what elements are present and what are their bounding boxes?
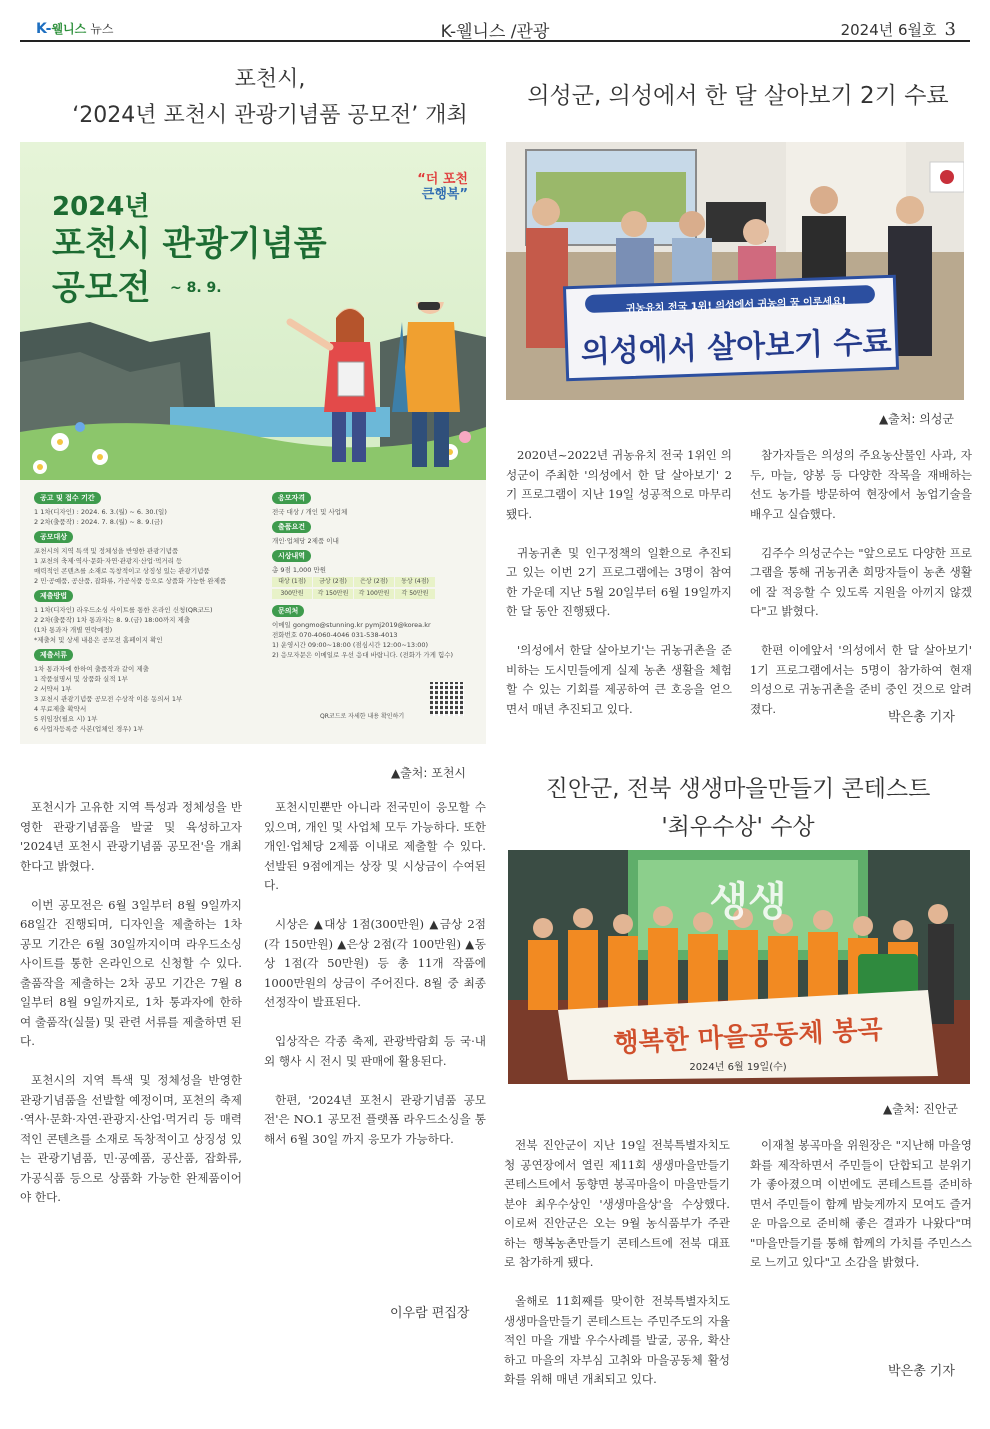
uiseong-banner-top: 귀농유치 전국 1위! 의성에서 귀농의 꿈 이루세요! (625, 296, 847, 315)
poster-date: ~ 8. 9. (170, 280, 222, 296)
poster-line: 1 포천의 축제·역사·문화·자연·관광지·산업·먹거리 등 (34, 557, 183, 565)
poster-title: 포천시 관광기념품 공모전 (52, 224, 327, 308)
uiseong-photo (506, 142, 964, 400)
jinan-byline: 박은총 기자 (888, 1364, 955, 1379)
pocheon-slogan-logo: “더 포천 큰행복” (417, 172, 468, 202)
poster-line: 전화번호 070-4060-4046 031-538-4013 (272, 631, 398, 639)
uiseong-banner-main: 의성에서 살아보기 수료 (580, 324, 892, 371)
poster-section-tag: 공고 및 접수 기간 (34, 492, 101, 504)
paragraph: '의성에서 한달 살아보기'는 귀농귀촌을 준비하는 도시민들에게 실제 농촌 생활을 체험할 수 있는 기회를 제공하여 큰 호응을 얻으면서 매년 추진되고 있다. (506, 643, 732, 716)
poster-section-tag: 제출방법 (34, 590, 73, 602)
jinan-body-right (750, 1136, 972, 1292)
poster-line: 1 1차(디자인) 라우드소싱 사이트를 통한 온라인 신청(QR코드) (34, 606, 213, 614)
paragraph: 입상작은 각종 축제, 관광박람회 등 국·내외 행사 시 전시 및 판매에 활용된다. (264, 1034, 486, 1068)
poster-hero (20, 142, 486, 480)
poster-section-tag: 문의처 (272, 605, 304, 617)
qr-note: QR코드로 자세한 내용 확인하기 (320, 713, 405, 720)
poster-line: 4 무료제출 확약서 (34, 705, 87, 713)
paragraph: 참가자들은 의성의 주요농산물인 사과, 자두, 마늘, 양봉 등 다양한 작목을 재배하는 선도 농가를 방문하여 현장에서 농업기술을 배우고 실습했다. (750, 448, 972, 521)
pocheon-body-left (20, 798, 242, 1227)
poster-line: 6 사업자등록증 사본(업체인 경우) 1부 (34, 725, 144, 733)
jinan-banner-date: 2024년 6월 19일(수) (689, 1062, 787, 1073)
jinan-photo (508, 850, 970, 1084)
poster-line: 3 포천시 관광기념품 공모전 수상작 이용 동의서 1부 (34, 695, 183, 703)
jinan-screen-text: 생생 (709, 879, 787, 925)
poster-line: 총 9점 1,000 만원 (272, 566, 327, 574)
poster-section-tag: 시상내역 (272, 550, 311, 562)
pocheon-byline: 이우람 편집장 (390, 1306, 470, 1321)
poster-line: 2) 응모자문은 이메일로 우선 응대 바랍니다. (전화가 가게 힘수) (272, 651, 454, 659)
pocheon-body-right (264, 798, 486, 1169)
jinan-caption: ▲출처: 진안군 (882, 1102, 958, 1116)
poster-line: 매력적인 콘텐츠를 소재로 독창적이고 상징성 있는 관광기념품 (34, 567, 210, 575)
poster-line: 1 1차(디자인) : 2024. 6. 3.(월) ~ 6. 30.(일) (34, 508, 167, 516)
prize-table-row (272, 589, 478, 599)
issue-date: 2024년 6월호 (840, 21, 937, 39)
prize-table-cell: 대상 (1점) (272, 577, 312, 587)
poster-line: *제출처 및 상세 내용은 공모전 홈페이지 확인 (34, 636, 163, 644)
paragraph: 전북 진안군이 지난 19일 전북특별자치도청 공연장에서 열린 제11회 생생마을만들기 콘테스트에서 동향면 봉곡마을이 마을만들기 분야 최우수상인 '생생마을상'을 수상했다. 이로써 진안군은 오는 9월 농식품부가 주관하는 행복농촌만들기 콘테스트에 전북 대표로 참가하게 됐다. (504, 1138, 730, 1269)
poster-line: 5 위임장(필요 시) 1부 (34, 715, 98, 723)
poster-year: 2024년 (52, 192, 150, 222)
poster-line: 1차 통과자에 한하여 출품작과 같이 제출 (34, 665, 149, 673)
uiseong-body-right (750, 446, 972, 739)
page-header (20, 14, 970, 42)
pocheon-headline: 포천시, ‘2024년 포천시 관광기념품 공모전’ 개최 (72, 67, 468, 128)
prize-table-cell: 금상 (2점) (313, 577, 353, 587)
poster-line: 2 2차(출품작) 1차 통과자는 8. 9.(금) 18:00까지 제출 (34, 616, 191, 624)
prize-table-cell: 각 50만원 (395, 589, 435, 599)
poster-line: 2 2차(출품작) : 2024. 7. 8.(월) ~ 8. 9.(금) (34, 518, 163, 526)
prize-table-row (272, 577, 478, 587)
poster-line: 1) 운영시간 09:00~18:00 (점심시간 12:00~13:00) (272, 641, 429, 649)
poster-line: 포천시의 지역 특색 및 정체성을 반영한 관광기념품 (34, 547, 179, 555)
paragraph: 한편 이에앞서 '의성에서 한 달 살아보기' 1기 프로그램에서는 5명이 참가하여 현재 의성으로 귀농귀촌을 준비 중인 것으로 알려졌다. (750, 643, 972, 716)
poster-line: 개인·업체당 2제품 이내 (272, 537, 339, 545)
paragraph: 포천시의 지역 특색 및 정체성을 반영한 관광기념품을 선발할 예정이며, 포천의 축제·역사·문화·자연·관광지·산업·먹거리 등 매력적인 콘텐츠를 소재로 독창적이고 상징성 있는 관광기념품, 민·공예품, 공산품, 잡화류, 가공식품 등으로 상품화 가능한 완제품이어야 한다. (20, 1073, 242, 1204)
masthead-logo: K-웰니스 뉴스 (36, 21, 114, 37)
prize-table-cell: 300만원 (272, 589, 312, 599)
jinan-body-left (504, 1136, 730, 1409)
paragraph: 귀농귀촌 및 인구정책의 일환으로 추진되고 있는 이번 2기 프로그램에는 3명이 참여한 가운데 지난 5월 20일부터 6월 19일까지 한 달 동안 진행됐다. (506, 545, 732, 618)
poster-details-left (34, 488, 264, 734)
poster-section-tag: 출품요건 (272, 521, 311, 533)
poster-line: 2 민·공예품, 공산품, 잡화류, 가공식품 등으로 상품화 가능한 완제품 (34, 577, 227, 585)
poster-details (20, 480, 486, 744)
uiseong-body-left (506, 446, 732, 739)
paragraph: 김주수 의성군수는 "앞으로도 다양한 프로그램을 통해 귀농귀촌 희망자들이 농촌 생활에 잘 적응할 수 있도록 지원을 아끼지 않겠다"고 밝혔다. (750, 545, 972, 618)
paragraph: 포천시가 고유한 지역 특성과 정체성을 반영한 관광기념품을 발굴 및 육성하고자 '2024년 포천시 관광기념품 공모전'을 개최한다고 밝혔다. (20, 800, 242, 873)
section-title: K-웰니스 /관광 (440, 22, 550, 42)
page-number: 3 (944, 19, 956, 40)
poster-section-tag: 응모자격 (272, 492, 311, 504)
prize-table-cell: 은상 (2점) (354, 577, 394, 587)
paragraph: 시상은 ▲대상 1점(300만원) ▲금상 2점(각 150만원) ▲은상 2점(각 100만원) ▲동상 1점(각 50만원) 등 총 11개 작품에 1000만원의 상금이 주어진다. 8월 중 최종 선정작이 발표된다. (264, 917, 486, 1009)
paragraph: 이번 공모전은 6월 3일부터 8월 9일까지 68일간 진행되며, 디자인을 제출하는 1차 공모 기간은 6월 30일까지이며 라우드소싱 사이트를 통한 온라인으로 신청할 수 있다. 출품작을 제출하는 2차 공모 기간은 7월 8일부터 8월 9일까지로, 1차 통과자에 한하여 출품작(실물) 및 관련 서류를 제출하면 된다. (20, 897, 242, 1048)
paragraph: 포천시민뿐만 아니라 전국민이 응모할 수 있으며, 개인 및 사업체 모두 가능하다. 또한 개인·업체당 2제품 이내로 제출할 수 있다. 선발된 9점에게는 상장 및 시상금이 수여된다. (264, 800, 486, 892)
poster-details-right (272, 488, 478, 660)
poster-section-tag: 제출서류 (34, 649, 73, 661)
uiseong-byline: 박은총 기자 (888, 710, 955, 725)
paragraph: 올해로 11회째를 맞이한 전북특별자치도 생생마을만들기 콘테스트는 주민주도의 자율적인 마을 개발 우수사례를 발굴, 공유, 확산하고 마을의 자부심 고취와 마을공동체 활성화를 위해 매년 개최되고 있다. (504, 1294, 730, 1386)
contest-poster (20, 142, 486, 744)
issue-info (841, 19, 956, 40)
poster-line: 1 작품설명서 및 상품화 실적 1부 (34, 675, 128, 683)
poster-illustration (20, 302, 486, 480)
prize-table-cell: 각 150만원 (313, 589, 353, 599)
poster-line: 전국 대상 / 개인 및 사업체 (272, 508, 348, 516)
uiseong-caption: ▲출처: 의성군 (878, 412, 954, 426)
poster-line: (1차 통과자 개별 연락예정) (34, 626, 113, 634)
poster-line: 2 서약서 1부 (34, 685, 72, 693)
paragraph: 이재철 봉곡마을 위원장은 "지난해 마을영화를 제작하면서 주민들이 단합되고 분위기가 좋아졌으며 이번에도 콘테스트를 준비하면서 주민들이 함께 밤늦게까지 모여도 즐거운 마음으로 준비해 좋은 결과가 나왔다"며 "마을만들기를 통해 함께의 가치를 주민스스로 느끼고 있다"고 소감을 밝혔다. (750, 1138, 972, 1269)
poster-line: 이메일 gongmo@stunning.kr pymj2019@korea.kr (272, 621, 431, 629)
prize-table-cell: 동상 (4점) (395, 577, 435, 587)
jinan-banner-main: 행복한 마을공동체 봉곡 (612, 1014, 884, 1060)
paragraph: 2020년~2022년 귀농유치 전국 1위인 의성군이 주최한 '의성에서 한 달 살아보기' 2기 프로그램이 지난 19일 성공적으로 마무리 됐다. (506, 448, 732, 521)
uiseong-headline: 의성군, 의성에서 한 달 살아보기 2기 수료 (527, 83, 949, 109)
jinan-headline: 진안군, 전북 생생마을만들기 콘테스트 '최우수상' 수상 (545, 776, 931, 840)
poster-section-tag: 공모대상 (34, 531, 73, 543)
pocheon-caption: ▲출처: 포천시 (390, 766, 466, 780)
paragraph: 한편, '2024년 포천시 관광기념품 공모전'은 NO.1 공모전 플랫폼 라우드소싱을 통해서 6월 30일 까지 응모가 가능하다. (264, 1092, 486, 1146)
prize-table-cell: 각 100만원 (354, 589, 394, 599)
